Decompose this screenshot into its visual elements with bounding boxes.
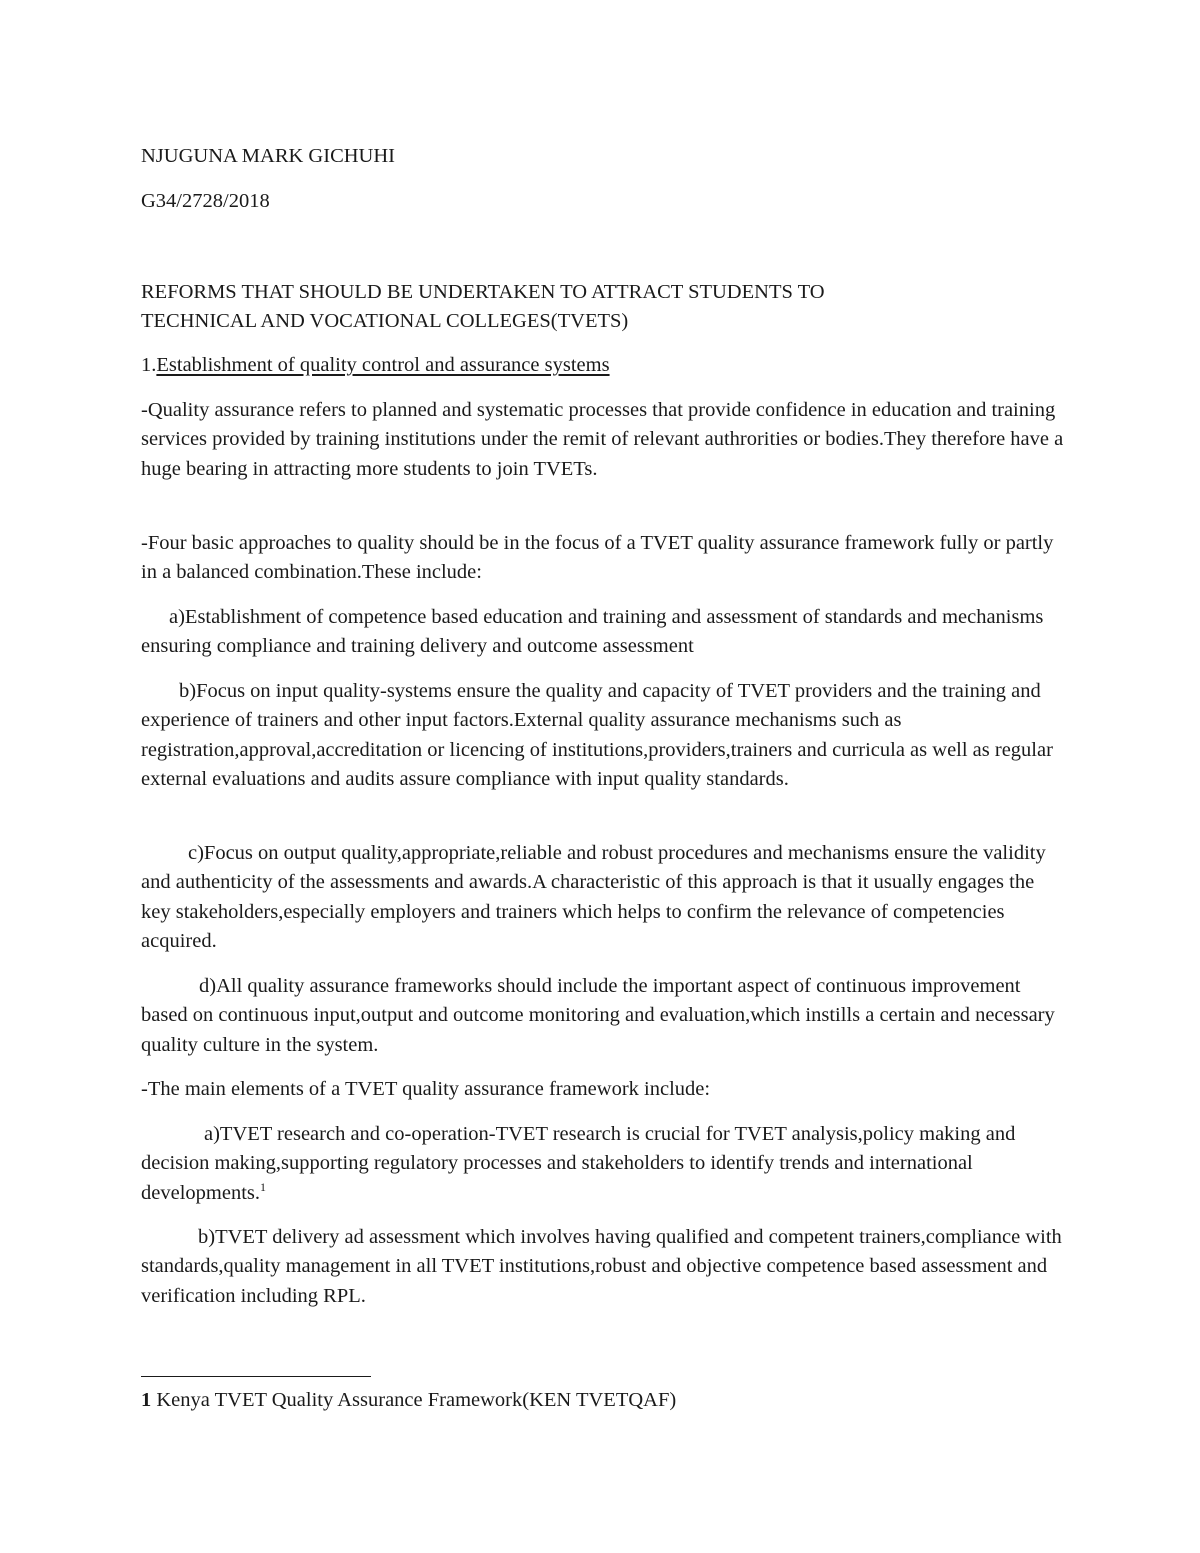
title-line-2: TECHNICAL AND VOCATIONAL COLLEGES(TVETS) bbox=[141, 310, 629, 332]
author-name: NJUGUNA MARK GICHUHI bbox=[141, 145, 395, 167]
footnote-text: Kenya TVET Quality Assurance Framework(KEN TVETQAF) bbox=[156, 1389, 677, 1411]
approach-item-b: b)Focus on input quality-systems ensure the quality and capacity of TVET providers and the training and experience of trainers and other input factors.External quality assurance mechanisms such as registration,approval,accreditation or licencing of institutions,providers,trainers and curricula as well as regular external evaluations and audits assure compliance with input quality standards. bbox=[141, 680, 1053, 791]
paragraph-quality-assurance-definition: -Quality assurance refers to planned and systematic processes that provide confidence in education and training services provided by training institutions under the remit of relevant authrorities or bodies.They therefore have a huge bearing in attracting more students to join TVETs. bbox=[141, 399, 1064, 480]
element-item-a bbox=[141, 1120, 1066, 1208]
footnote-separator bbox=[141, 1376, 371, 1377]
element-item-a-text: a)TVET research and co-operation-TVET research is crucial for TVET analysis,policy making and decision making,supporting regulatory processes and stakeholders to identify trends and international developments. bbox=[141, 1123, 1016, 1204]
approach-item-c: c)Focus on output quality,appropriate,reliable and robust procedures and mechanisms ensure the validity and authenticity of the assessments and awards.A characteristic of this approach is that it usually engages the key stakeholders,especially employers and trainers which helps to confirm the relevance of competencies acquired. bbox=[141, 842, 1046, 953]
registration-number: G34/2728/2018 bbox=[141, 190, 270, 212]
paragraph-main-elements: -The main elements of a TVET quality assurance framework include: bbox=[141, 1078, 711, 1100]
footnote-number: 1 bbox=[141, 1389, 152, 1411]
section-title: Establishment of quality control and assurance systems bbox=[156, 354, 610, 376]
paragraph-four-approaches: -Four basic approaches to quality should be in the focus of a TVET quality assurance framework fully or partly in a balanced combination.These include: bbox=[141, 532, 1054, 584]
element-item-b: b)TVET delivery ad assessment which involves having qualified and competent trainers,compliance with standards,quality management in all TVET institutions,robust and objective competence based assessment and verification including RPL. bbox=[141, 1226, 1062, 1307]
approach-item-d: d)All quality assurance frameworks should include the important aspect of continuous improvement based on continuous input,output and outcome monitoring and evaluation,which instills a certain and necessary quality culture in the system. bbox=[141, 975, 1055, 1056]
section-heading bbox=[141, 351, 610, 380]
footnote-reference[interactable]: 1 bbox=[260, 1179, 266, 1194]
title-line-1: REFORMS THAT SHOULD BE UNDERTAKEN TO ATTRACT STUDENTS TO bbox=[141, 281, 825, 303]
footnote bbox=[141, 1387, 676, 1413]
approach-item-a: a)Establishment of competence based education and training and assessment of standards and mechanisms ensuring compliance and training delivery and outcome assessment bbox=[141, 606, 1044, 658]
section-number: 1. bbox=[141, 354, 157, 376]
